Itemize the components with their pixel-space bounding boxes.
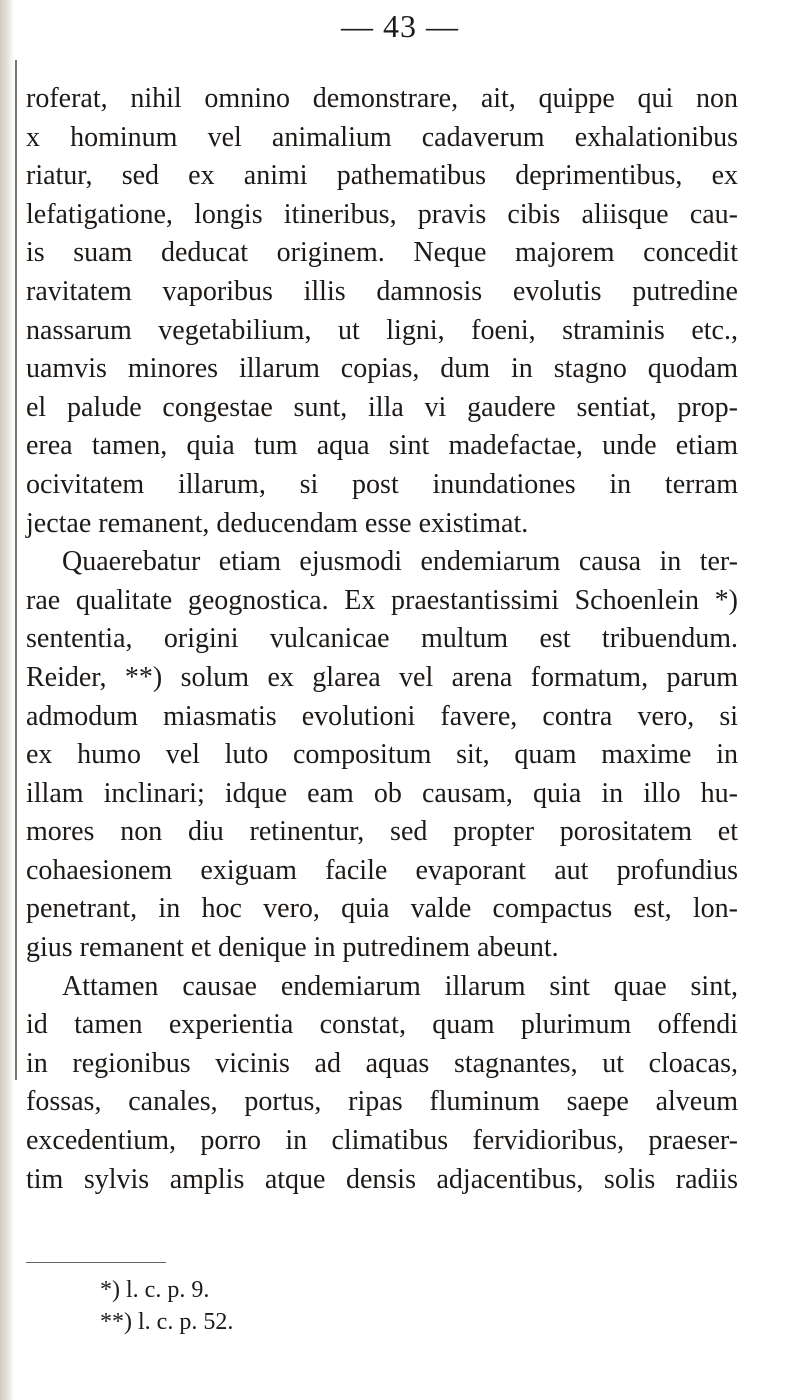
text-line-25: id tamen experientia constat, quam plurimum offendi xyxy=(26,1009,738,1041)
text-line-9: el palude congestae sunt, illa vi gaudere sentiat, prop- xyxy=(26,391,738,423)
text-line-16: Reider, **) solum ex glarea vel arena formatum, parum xyxy=(26,661,738,693)
text-line-11: ocivitatem illarum, si post inundationes in terram xyxy=(26,468,738,500)
body-text xyxy=(26,80,738,1199)
page-gutter xyxy=(0,0,14,1400)
text-line-1: roferat, nihil omnino demonstrare, ait, quippe qui non xyxy=(26,83,738,114)
text-line-29: tim sylvis amplis atque densis adjacentibus, solis radiis xyxy=(26,1163,738,1195)
text-line-19: illam inclinari; idque eam ob causam, quia in illo hu- xyxy=(26,777,738,809)
text-line-7: nassarum vegetabilium, ut ligni, foeni, straminis etc., xyxy=(26,314,738,346)
text-line-21: cohaesionem exiguam facile evaporant aut profundius xyxy=(26,854,738,886)
text-line-14: rae qualitate geognostica. Ex praestantissimi Schoenlein *) xyxy=(26,584,738,616)
text-line-6: ravitatem vaporibus illis damnosis evolutis putredine xyxy=(26,275,738,307)
text-line-27: fossas, canales, portus, ripas fluminum saepe alveum xyxy=(26,1086,738,1118)
text-line-26: in regionibus vicinis ad aquas stagnantes, ut cloacas, xyxy=(26,1047,738,1079)
footnote-rule xyxy=(26,1262,166,1263)
text-line-10: erea tamen, quia tum aqua sint madefactae, unde etiam xyxy=(26,430,738,462)
text-line-15: sententia, origini vulcanicae multum est tribuendum. xyxy=(26,623,738,655)
footnote-2: **) l. c. p. 52. xyxy=(100,1309,234,1335)
text-line-20: mores non diu retinentur, sed propter porositatem et xyxy=(26,816,738,848)
footnote-1: *) l. c. p. 9. xyxy=(100,1277,210,1303)
text-line-17: admodum miasmatis evolutioni favere, contra vero, si xyxy=(26,700,738,732)
text-line-12: jectae remanent, deducendam esse existimat. xyxy=(26,507,529,539)
text-line-23: gius remanent et denique in putredinem abeunt. xyxy=(26,932,559,964)
text-line-24: Attamen causae endemiarum illarum sint quae sint, xyxy=(62,970,738,1002)
page-edge-line xyxy=(15,60,17,1080)
text-line-5: is suam deducat originem. Neque majorem concedit xyxy=(26,237,738,269)
text-line-13: Quaerebatur etiam ejusmodi endemiarum causa in ter- xyxy=(62,546,738,578)
text-line-22: penetrant, in hoc vero, quia valde compactus est, lon- xyxy=(26,893,738,925)
page-number: — 43 — xyxy=(341,8,459,44)
text-line-3: riatur, sed ex animi pathematibus deprimentibus, ex xyxy=(26,160,738,192)
text-line-4: lefatigatione, longis itineribus, pravis cibis aliisque cau- xyxy=(26,198,738,230)
text-line-8: uamvis minores illarum copias, dum in stagno quodam xyxy=(26,353,738,385)
footnotes xyxy=(100,1274,500,1338)
text-line-28: excedentium, porro in climatibus fervidioribus, praeser- xyxy=(26,1125,738,1157)
text-line-18: ex humo vel luto compositum sit, quam maxime in xyxy=(26,739,738,771)
text-line-2: x hominum vel animalium cadaverum exhalationibus xyxy=(26,121,738,153)
